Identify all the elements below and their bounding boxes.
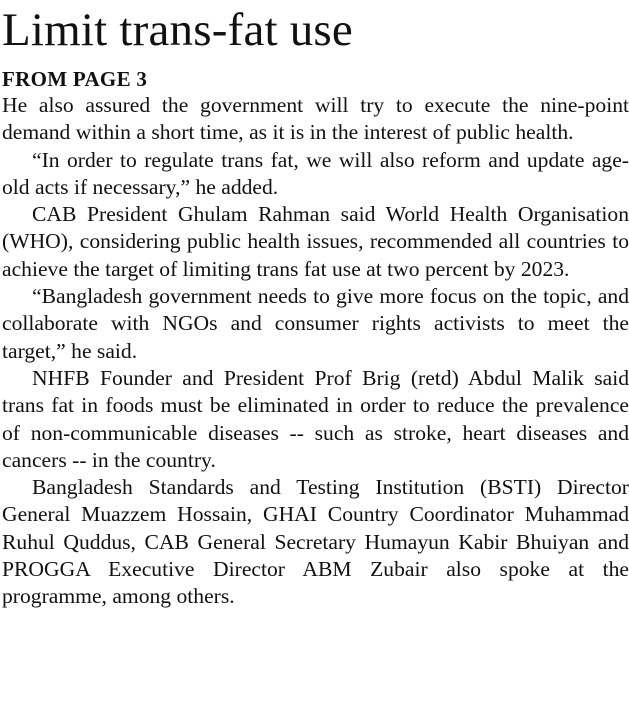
paragraph: Bangladesh Standards and Testing Institution (BSTI) Director General Muazzem Hossain, GHAI Country Coordinator Muhammad Ruhul Quddus, CAB General Secretary Humayun Kabir Bhuiyan and PROGGA Executive Director ABM Zubair also spoke at the programme, among others. <box>2 475 629 609</box>
continuation-kicker: FROM PAGE 3 <box>2 67 148 91</box>
paragraph: NHFB Founder and President Prof Brig (retd) Abdul Malik said trans fat in foods must be eliminated in order to reduce the prevalence of non-communicable diseases -- such as stroke, heart diseases and cancers -- in the country. <box>2 365 629 472</box>
headline: Limit trans-fat use <box>2 4 353 56</box>
paragraph: “Bangladesh government needs to give more focus on the topic, and collaborate with NGOs and consumer rights activists to meet the target,” he said. <box>2 284 629 363</box>
news-article <box>2 0 629 611</box>
paragraph: “In order to regulate trans fat, we will also reform and update age-old acts if necessary,” he added. <box>2 147 629 199</box>
paragraph: CAB President Ghulam Rahman said World Health Organisation (WHO), considering public health issues, recommended all countries to achieve the target of limiting trans fat use at two percent by 2023. <box>2 202 629 281</box>
paragraph: He also assured the government will try to execute the nine-point demand within a short time, as it is in the interest of public health. <box>2 93 629 145</box>
article-body <box>2 92 629 611</box>
